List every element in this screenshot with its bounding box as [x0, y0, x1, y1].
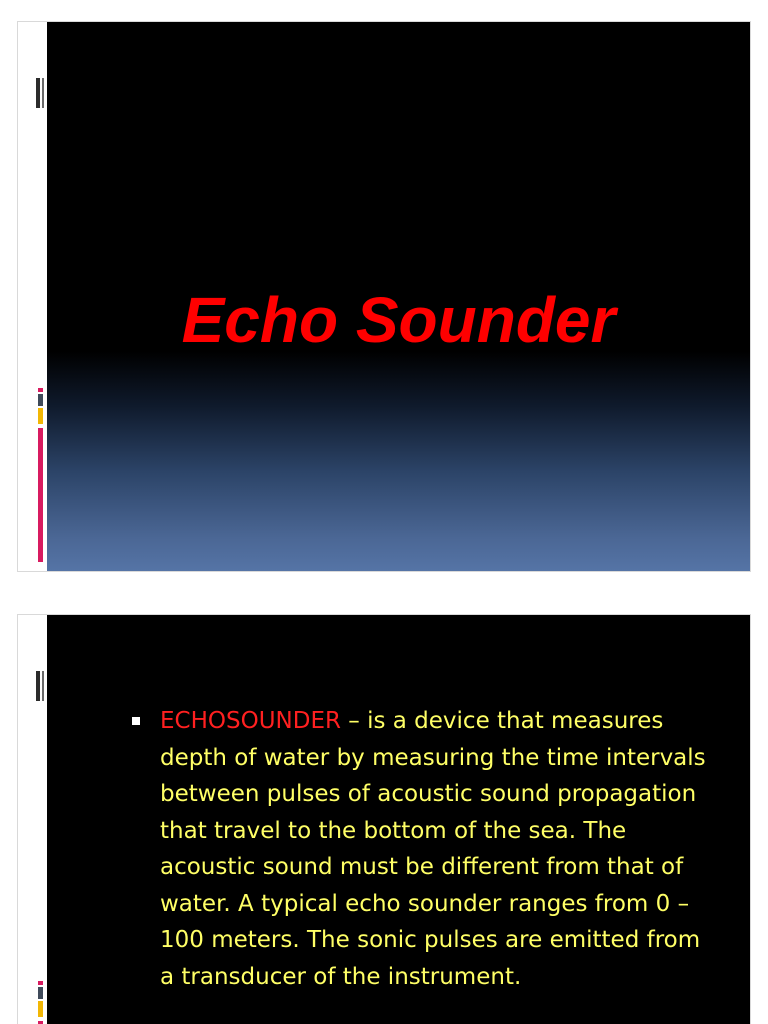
bullet-item — [132, 703, 712, 995]
accent-bar — [38, 981, 43, 985]
bullet-list — [132, 703, 712, 995]
accent-bar — [38, 428, 43, 562]
theme-bracket-mark — [42, 671, 44, 701]
accent-bar — [38, 394, 43, 406]
square-bullet-icon — [132, 717, 140, 725]
bullet-text: – is a device that measures depth of water by measuring the time intervals between pulses of acoustic sound propagation that travel to the bottom of the sea. The acoustic sound must be different from that of water. A typical echo sounder ranges from 0 – 100 meters. The sonic pulses are emitted from a transducer of the instrument. — [160, 708, 706, 990]
accent-bar — [38, 1001, 43, 1017]
accent-bar — [38, 388, 43, 392]
slide-margin — [18, 22, 47, 571]
bullet-term: ECHOSOUNDER — [160, 708, 341, 734]
accent-bar — [38, 408, 43, 424]
slide-content — [17, 614, 751, 1024]
theme-bracket-mark — [36, 78, 40, 108]
slide-title-text: Echo Sounder — [181, 284, 616, 356]
slide-background — [47, 615, 750, 1024]
theme-bracket-mark — [36, 671, 40, 701]
theme-bracket-mark — [42, 78, 44, 108]
accent-bar — [38, 987, 43, 999]
slide-title — [17, 21, 751, 572]
slide-margin — [18, 615, 47, 1024]
